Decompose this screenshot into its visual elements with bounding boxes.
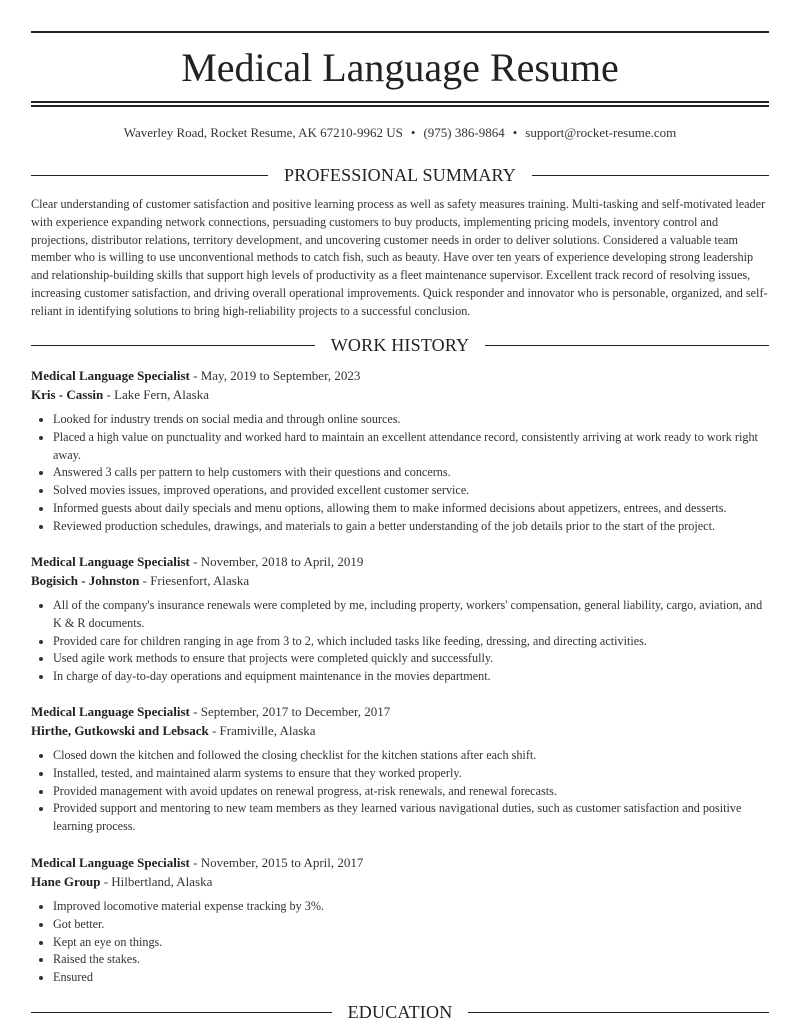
job-title: Medical Language Specialist [31, 554, 190, 569]
job-bullet: • Informed guests about daily specials and menu options, allowing them to make informed decisions about appetizers, entrees, and desserts. [53, 500, 771, 518]
job-location: - Hilbertland, Alaska [100, 874, 213, 889]
section-rule-right [468, 1012, 769, 1013]
job-company: Hirthe, Gutkowski and Lebsack [31, 723, 209, 738]
job-entry [31, 702, 771, 836]
job-title-line [31, 366, 771, 385]
contact-line [0, 124, 800, 142]
job-title: Medical Language Specialist [31, 855, 190, 870]
section-rule-left [31, 175, 268, 176]
section-title: PROFESSIONAL SUMMARY [284, 165, 516, 185]
job-bullet: • Provided support and mentoring to new team members as they learned various navigational duties, such as customer satisfaction and positive learning process. [53, 800, 771, 836]
job-entry [31, 853, 771, 987]
job-bullet: • Placed a high value on punctuality and worked hard to maintain an excellent attendance record, consistently arriving at work ready to work right away. [53, 429, 771, 465]
job-title-line [31, 702, 771, 721]
job-bullet: • Looked for industry trends on social media and through online sources. [53, 411, 771, 429]
job-company: Hane Group [31, 874, 101, 889]
job-company: Bogisich - Johnston [31, 573, 140, 588]
job-entry [31, 552, 771, 686]
contact-separator: • [410, 125, 416, 140]
job-location: - Framiville, Alaska [208, 723, 316, 738]
job-dates: - November, 2018 to April, 2019 [189, 554, 364, 569]
contact-address: Waverley Road, Rocket Resume, AK 67210-9962 US [123, 125, 403, 140]
job-bullets [31, 747, 771, 836]
job-bullet: • Answered 3 calls per pattern to help customers with their questions and concerns. [53, 464, 771, 482]
job-bullets [31, 898, 771, 987]
section-rule-right [532, 175, 769, 176]
job-dates: - May, 2019 to September, 2023 [189, 368, 361, 383]
section-rule-left [31, 1012, 332, 1013]
job-bullet: • Ensured [53, 969, 771, 987]
contact-phone: (975) 386-9864 [423, 125, 505, 140]
job-bullet: • All of the company's insurance renewals were completed by me, including property, workers' compensation, general liability, cargo, aviation, and K & R documents. [53, 597, 771, 633]
section-rule-left [31, 345, 315, 346]
job-bullet: • Installed, tested, and maintained alarm systems to ensure that they worked properly. [53, 765, 771, 783]
section-header-work [31, 333, 769, 357]
job-bullets [31, 411, 771, 536]
job-title: Medical Language Specialist [31, 704, 190, 719]
job-bullet: • Solved movies issues, improved operations, and provided excellent customer service. [53, 482, 771, 500]
job-company-line [31, 385, 771, 404]
top-rule [31, 31, 769, 33]
job-bullet: • Closed down the kitchen and followed the closing checklist for the kitchen stations after each shift. [53, 747, 771, 765]
job-bullet: • Got better. [53, 916, 771, 934]
section-header-summary [31, 163, 769, 187]
job-company: Kris - Cassin [31, 387, 104, 402]
contact-email: support@rocket-resume.com [525, 125, 677, 140]
job-entry [31, 366, 771, 536]
job-bullets [31, 597, 771, 686]
resume-title: Medical Language Resume [181, 45, 619, 90]
job-title: Medical Language Specialist [31, 368, 190, 383]
job-bullet: • Improved locomotive material expense tracking by 3%. [53, 898, 771, 916]
job-company-line [31, 721, 771, 740]
job-company-line [31, 872, 771, 891]
job-bullet: • Provided care for children ranging in age from 3 to 2, which included tasks like feeding, dressing, and directing activities. [53, 633, 771, 651]
job-bullet: • Provided management with avoid updates on renewal progress, at-risk renewals, and renewal forecasts. [53, 783, 771, 801]
contact-separator: • [512, 125, 518, 140]
job-dates: - September, 2017 to December, 2017 [189, 704, 391, 719]
job-dates: - November, 2015 to April, 2017 [189, 855, 364, 870]
summary-text: Clear understanding of customer satisfaction and positive learning process as well as safety measures training. Multi-tasking and self-motivated leader with experience expanding network connections, persuading customers to buy products, implementing pricing models, inventory control and projections, distributor relations, territory development, and uncovering customer needs in order to deliver solutions. Considered a valuable team member who is willing to use unconventional methods to catch fish, such as beauty. Have over ten years of experience developing strong leadership and relationship-building skills that support high levels of productivity as a fleet maintenance supervisor. Excellent track record of resolving issues, increasing customer satisfaction, and driving overall operational improvements. Quick responder and innovator who is personable, organized, and self-reliant in identifying solutions to bring high-reliability projects to a successful conclusion. [31, 197, 768, 318]
job-bullet: • In charge of day-to-day operations and equipment maintenance in the movies department. [53, 668, 771, 686]
job-bullet: • Used agile work methods to ensure that projects were completed quickly and successfully. [53, 650, 771, 668]
title-double-rule-lower [31, 105, 769, 107]
job-bullet: • Kept an eye on things. [53, 934, 771, 952]
section-title: EDUCATION [347, 1002, 453, 1022]
section-header-education [31, 1000, 769, 1024]
job-bullet: • Raised the stakes. [53, 951, 771, 969]
section-title: WORK HISTORY [330, 335, 470, 355]
title-double-rule-upper [31, 101, 769, 103]
job-title-line [31, 853, 771, 872]
job-company-line [31, 571, 771, 590]
job-title-line [31, 552, 771, 571]
job-location: - Lake Fern, Alaska [103, 387, 210, 402]
job-bullet: • Reviewed production schedules, drawings, and materials to gain a better understanding of the job details prior to the start of the project. [53, 518, 771, 536]
section-rule-right [485, 345, 769, 346]
job-location: - Friesenfort, Alaska [139, 573, 250, 588]
